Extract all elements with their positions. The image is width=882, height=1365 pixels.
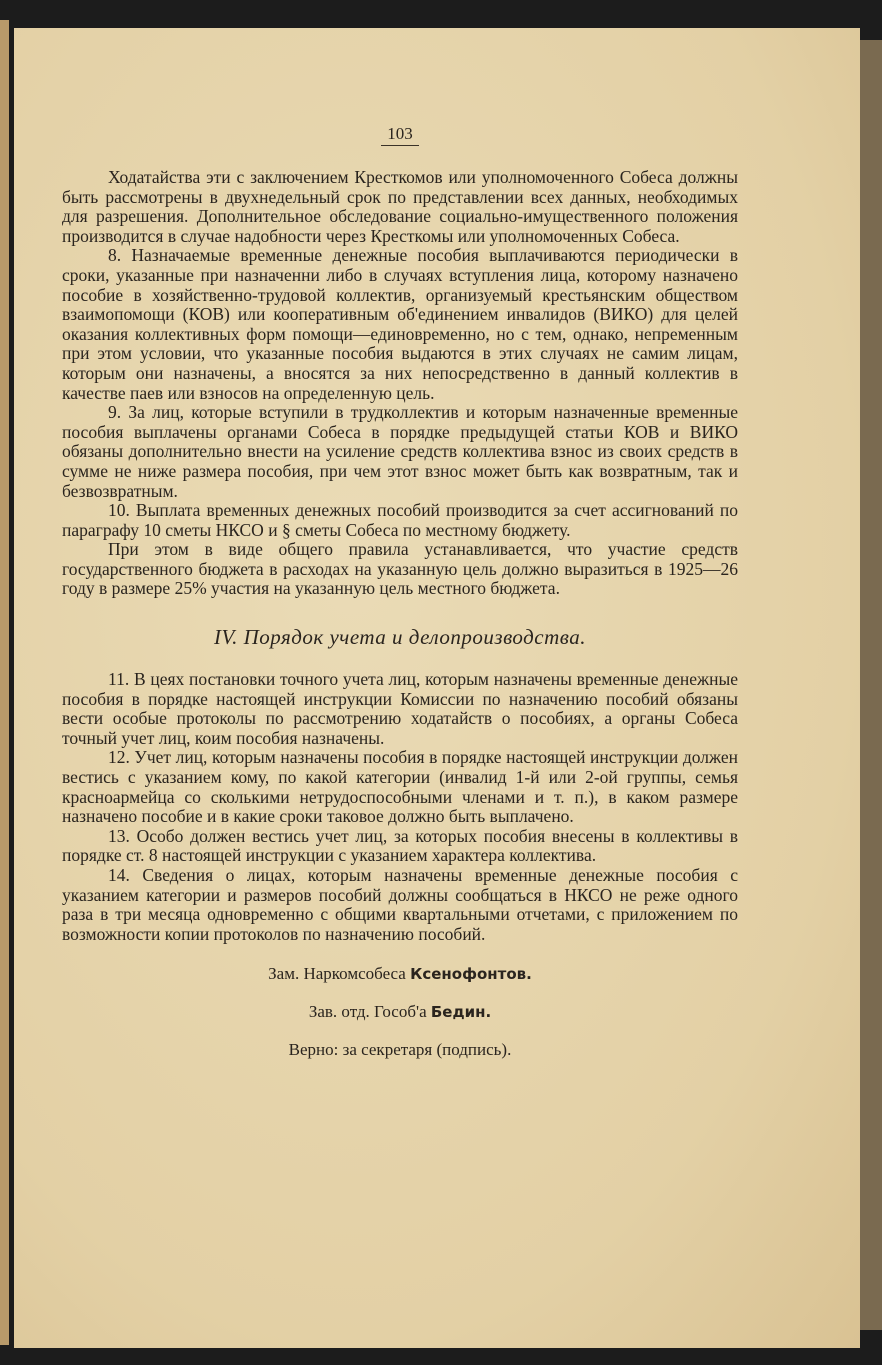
page-number: 103 — [62, 124, 738, 146]
paragraph: 11. В цеях постановки точного учета лиц, которым назначены временные денежные пособия в порядке настоящей инструкции Комиссии по назначению пособий обязаны вести особые протоколы по рассмотрению ходатайств о пособиях, а органы Собеса точный учет лиц, коим пособия назначены. — [62, 669, 738, 748]
signature-line — [62, 964, 738, 984]
section-heading: IV. Порядок учета и делопроизводства. — [214, 625, 586, 650]
signature-role: Зав. отд. Гособ'а — [308, 1002, 427, 1022]
signature-name: Бедин. — [430, 1003, 492, 1022]
paragraph: 12. Учет лиц, которым назначены пособия в порядке настоящей инструкции должен вестись с указанием кому, по какой категории (инвалид 1-й или 2-ой группы, семья красноармейца со сколькими нетрудоспособными членами и т. п.), в каком размере назначено пособие и в какие сроки таковое должно быть выплачено. — [62, 747, 738, 827]
paragraph: 8. Назначаемые временные денежные пособия выплачиваются периодически в сроки, указанные при назначенни либо в случаях вступления лица, которому назначено пособие в хозяйственно-трудовой коллектив, организуемый крестьянским обществом взаимопомощи (КОВ) или кооперативным об'единением инвалидов (ВИКО) для целей оказания коллективных форм помощи—единовременно, но с тем, однако, непременным при этом условии, что указанные пособия выдаются в этих случаях не самим лицам, которым они назначены, а вносятся за них непосредственно в данный коллектив в качестве паев или взносов на определенную цель. — [62, 245, 738, 403]
signature-name: Ксенофонтов. — [410, 965, 532, 984]
signature-line — [62, 1040, 738, 1060]
paragraph: 10. Выплата временных денежных пособий производится за счет ассигнований по параграфу 10 сметы НКСО и § сметы Собеса по местному бюджету. — [62, 500, 738, 540]
signature-role: Зам. Наркомсобеса — [268, 964, 406, 984]
signature-role: Верно: за секретаря (подпись). — [288, 1040, 512, 1060]
paragraph: 13. Особо должен вестись учет лиц, за которых пособия внесены в коллективы в порядке ст. 8 настоящей инструкции с указанием характера коллектива. — [62, 825, 738, 866]
paragraph: При этом в виде общего правила устанавливается, что участие средств государственного бюджета в расходах на указанную цель должно выразиться в 1925—26 году в размере 25% участия на указанную цель местного бюджета. — [62, 539, 738, 599]
document-page — [14, 28, 860, 1348]
facing-page-edge — [0, 20, 9, 1345]
page-edge — [860, 40, 882, 1330]
text-block — [62, 124, 738, 1060]
paragraph: Ходатайства эти с заключением Кресткомов или уполномоченного Собеса должны быть рассмотрены в двухнедельный срок по представлении всех данных, необходимых для разрешения. Дополнительное обследование социально-имущественного положения производится в случае надобности через Кресткомы или уполномоченных Собеса. — [62, 167, 738, 246]
paragraph: 14. Сведения о лицах, которым назначены временные денежные пособия с указанием категории и размеров пособий должны сообщаться в НКСО не реже одного раза в три месяца одновременно с общими квартальными отчетами, с приложением по возможности копии протоколов по назначению пособий. — [62, 865, 738, 944]
paragraph: 9. За лиц, которые вступили в трудколлектив и которым назначенные временные пособия выплачены органами Собеса в порядке предыдущей статьи КОВ и ВИКО обязаны дополнительно внести на усиление средств коллектива взнос из своих средств в сумме не ниже размера пособия, при чем этот взнос может быть как возвратным, так и безвозвратным. — [62, 402, 738, 501]
signature-line — [62, 1002, 738, 1022]
